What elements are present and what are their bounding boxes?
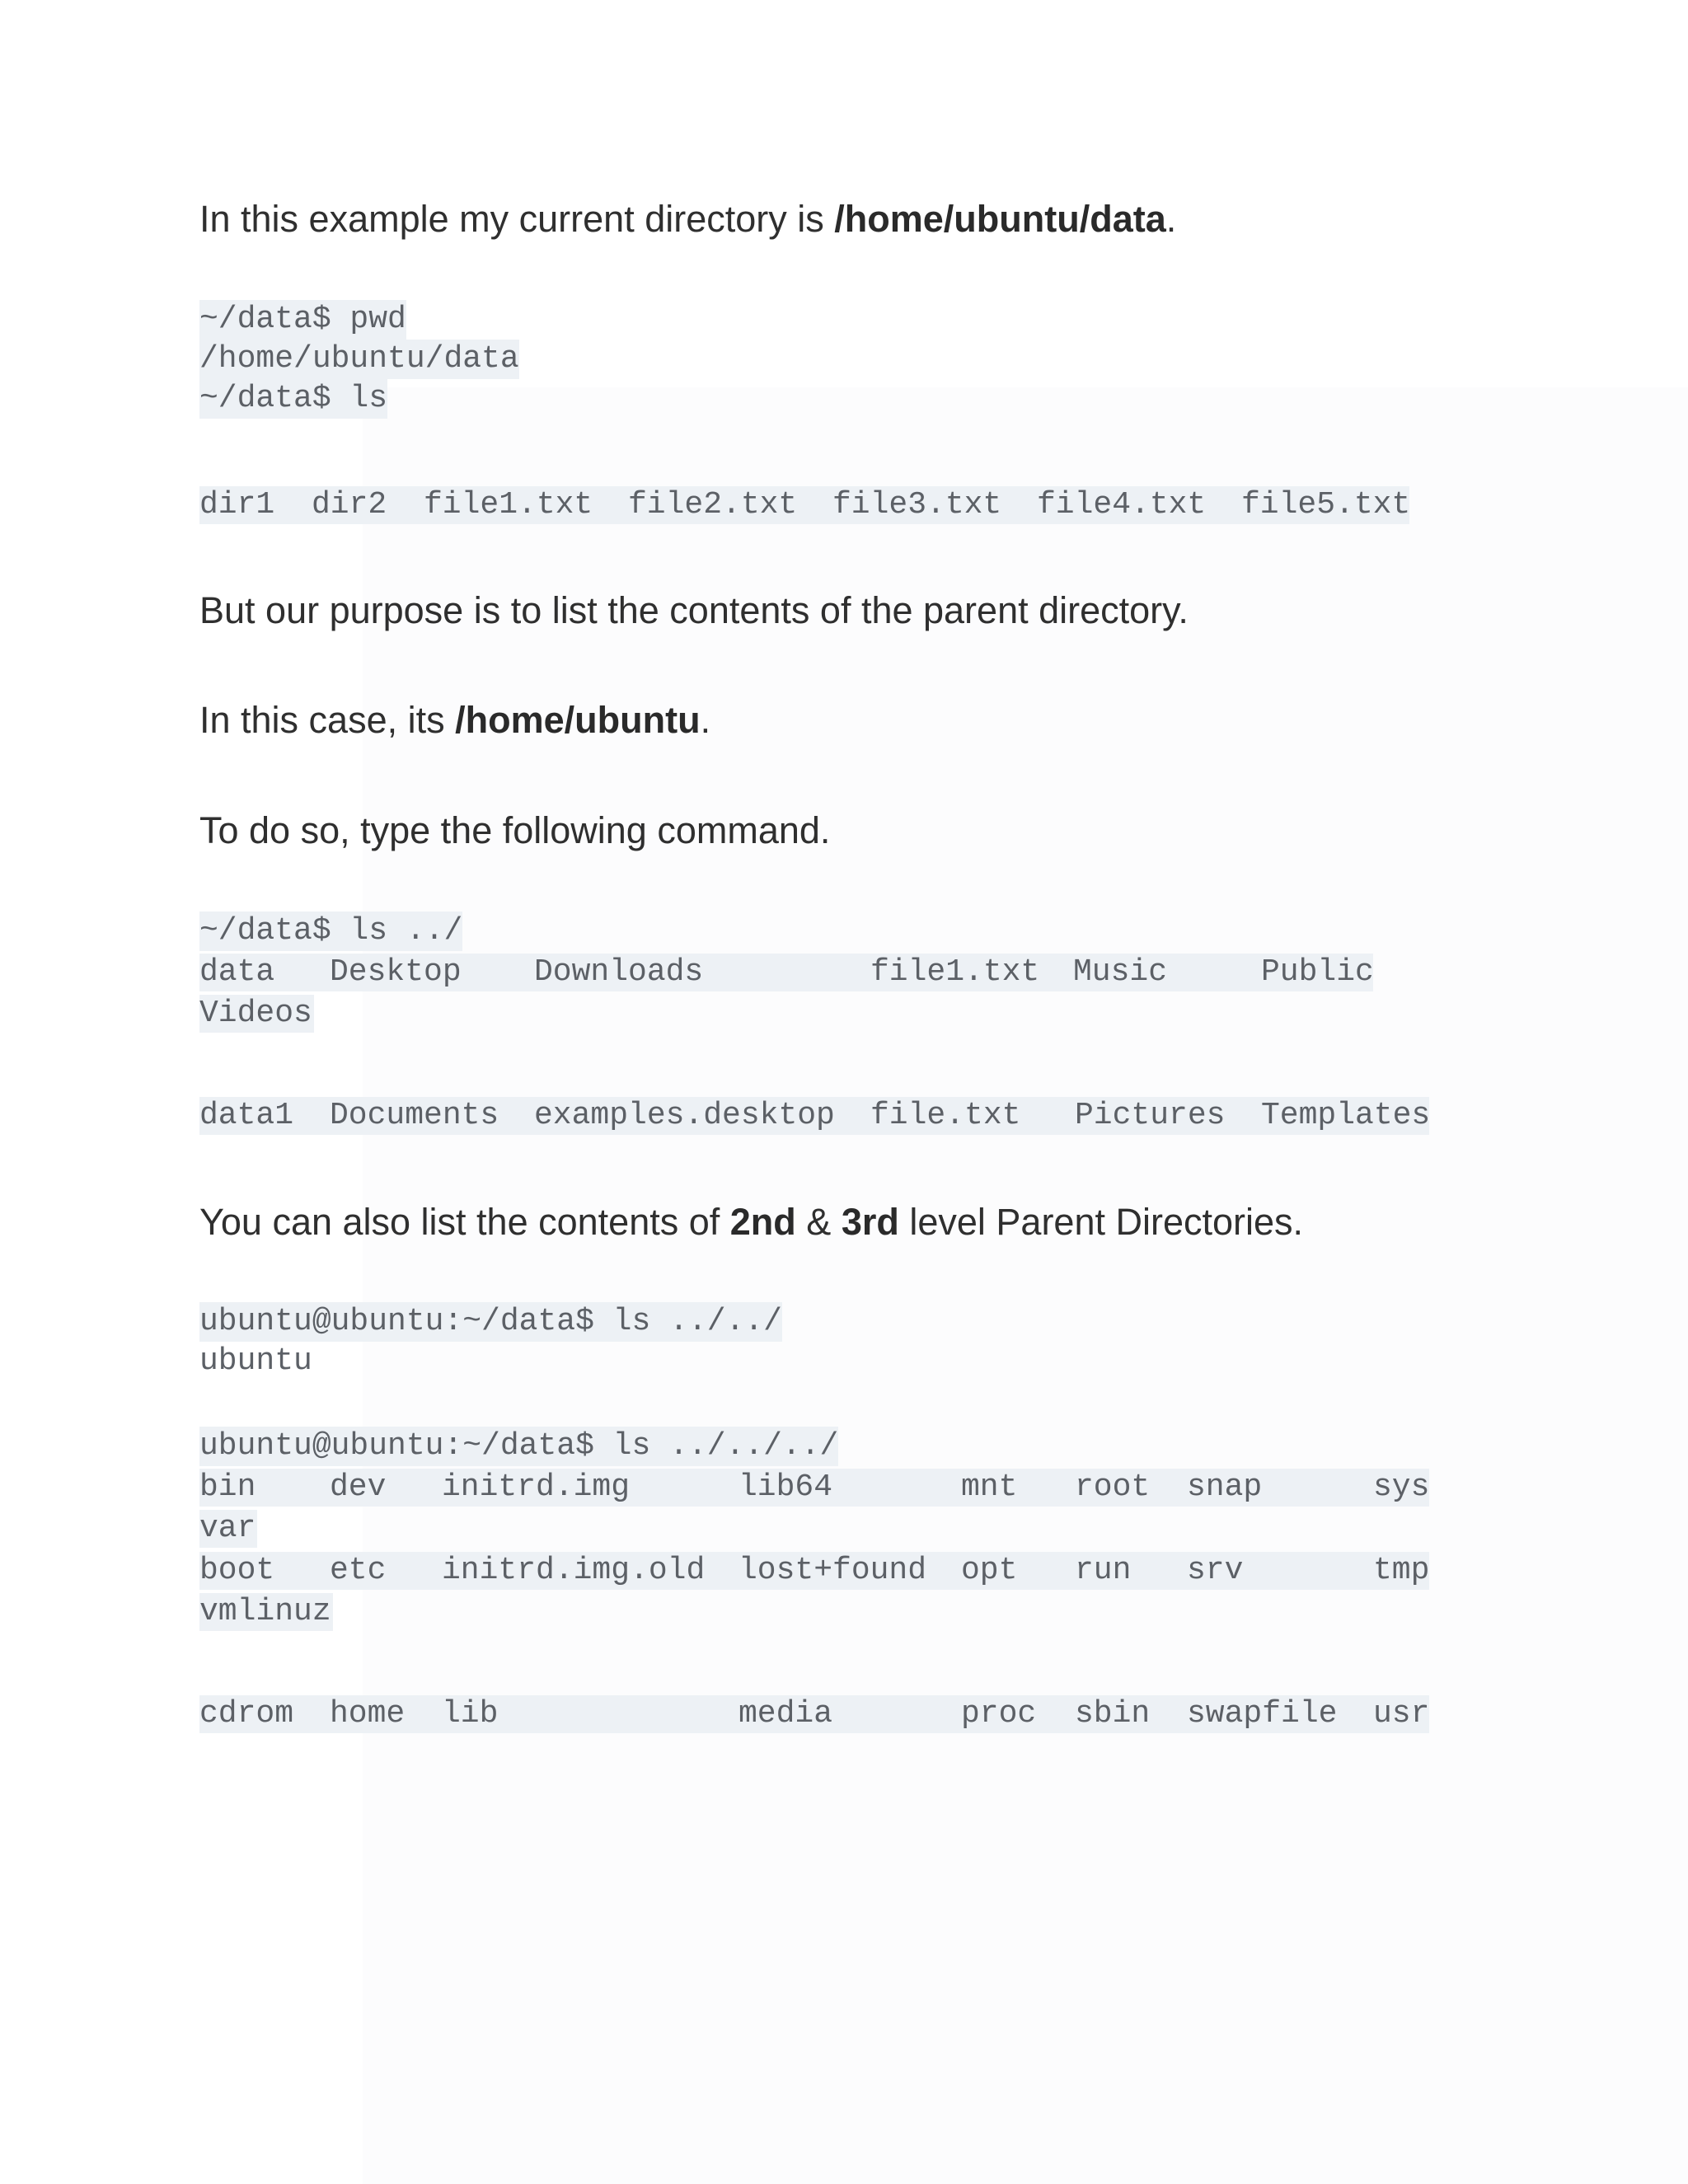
ls-entry: opt: [961, 1553, 1018, 1588]
ls-entry: data: [199, 954, 275, 990]
ls-entry: lib64: [738, 1469, 833, 1505]
ls-entry: bin: [199, 1469, 256, 1505]
ls-output-row: [199, 1469, 1429, 1507]
ls-output-row: [199, 1695, 1429, 1733]
code-line: ubuntu@ubuntu:~/data$ ls ../../../: [199, 1427, 838, 1466]
ls-output-row: [199, 954, 1373, 991]
case-end: .: [700, 699, 711, 741]
ls-entry: tmp: [1373, 1553, 1430, 1588]
case-path: /home/ubuntu: [455, 699, 701, 741]
intro-end: .: [1165, 198, 1177, 240]
purpose-paragraph: But our purpose is to list the contents of the parent directory.: [199, 589, 1189, 631]
ls-entry: file4.txt: [1037, 487, 1207, 523]
ls-entry: home: [330, 1696, 406, 1732]
code-line: ~/data$ ls: [199, 379, 387, 419]
ls-entry: lost+found: [738, 1553, 927, 1588]
code-line: ubuntu@ubuntu:~/data$ ls ../../: [199, 1302, 782, 1342]
ls-entry: dir1: [199, 487, 275, 523]
ls-entry: Documents: [330, 1098, 499, 1133]
ls-entry: Downloads: [534, 954, 704, 990]
ls-entry: boot: [199, 1553, 275, 1588]
ls-entry: cdrom: [199, 1696, 294, 1732]
ls-entry: proc: [961, 1696, 1037, 1732]
ls-entry: file.txt: [870, 1098, 1021, 1133]
case-text: In this case, its: [199, 699, 456, 741]
ls-entry: Pictures: [1075, 1098, 1226, 1133]
ls-entry: sys: [1373, 1469, 1430, 1505]
ls-wrapped-entry: var: [199, 1511, 256, 1546]
ls-entry: run: [1075, 1553, 1132, 1588]
also-paragraph: [199, 1199, 1303, 1245]
ls-entry: file2.txt: [628, 487, 798, 523]
ls-entry: etc: [330, 1553, 387, 1588]
also-text: &: [795, 1201, 842, 1243]
code-command-ls-root: [199, 1427, 838, 1466]
ls-entry: Music: [1073, 954, 1168, 990]
intro-paragraph: [199, 196, 1176, 242]
ls-entry: sbin: [1075, 1696, 1151, 1732]
ls-entry: media: [738, 1696, 833, 1732]
ls-entry: root: [1075, 1469, 1151, 1505]
ls-entry: dir2: [312, 487, 387, 523]
code-block-pwd: [199, 300, 519, 419]
ls-entry: Public: [1261, 954, 1374, 990]
ls-output-row: [199, 1552, 1429, 1590]
ls-entry: examples.desktop: [534, 1098, 835, 1133]
page-background-shade: [363, 387, 1688, 2184]
intro-text: In this example my current directory is: [199, 198, 835, 240]
ls-output-row: [199, 1097, 1429, 1135]
ls-entry: srv: [1187, 1553, 1244, 1588]
code-line: /home/ubuntu/data: [199, 340, 519, 379]
ls-entry: file1.txt: [870, 954, 1040, 990]
ls-entry: Templates: [1261, 1098, 1431, 1133]
ls-entry: usr: [1373, 1696, 1430, 1732]
code-command-ls-parent: [199, 912, 462, 951]
ls-entry: swapfile: [1187, 1696, 1338, 1732]
ls-entry: mnt: [961, 1469, 1018, 1505]
intro-path: /home/ubuntu/data: [834, 198, 1166, 240]
ls-wrapped-entry: vmlinuz: [199, 1594, 331, 1629]
ls-entry: initrd.img.old: [442, 1553, 706, 1588]
also-bold-2nd: 2nd: [729, 1201, 796, 1243]
ls-output-row: [199, 486, 1409, 524]
ls-entry: file5.txt: [1241, 487, 1411, 523]
ls-wrapped-entry: Videos: [199, 996, 312, 1031]
code-block-ls-grandparent: [199, 1302, 782, 1381]
ls-entry: snap: [1187, 1469, 1263, 1505]
code-line: ubuntu: [199, 1343, 312, 1379]
case-paragraph: [199, 697, 710, 743]
ls-entry: data1: [199, 1098, 294, 1133]
also-bold-3rd: 3rd: [841, 1201, 899, 1243]
also-text: level Parent Directories.: [898, 1201, 1304, 1243]
ls-entry: initrd.img: [442, 1469, 631, 1505]
ls-entry: file3.txt: [832, 487, 1002, 523]
code-line: ~/data$ pwd: [199, 300, 406, 340]
code-line: ~/data$ ls ../: [199, 912, 462, 951]
ls-entry: lib: [442, 1696, 499, 1732]
todo-paragraph: To do so, type the following command.: [199, 809, 831, 851]
ls-entry: Desktop: [330, 954, 462, 990]
ls-entry: dev: [330, 1469, 387, 1505]
also-text: You can also list the contents of: [199, 1201, 730, 1243]
ls-entry: file1.txt: [424, 487, 593, 523]
